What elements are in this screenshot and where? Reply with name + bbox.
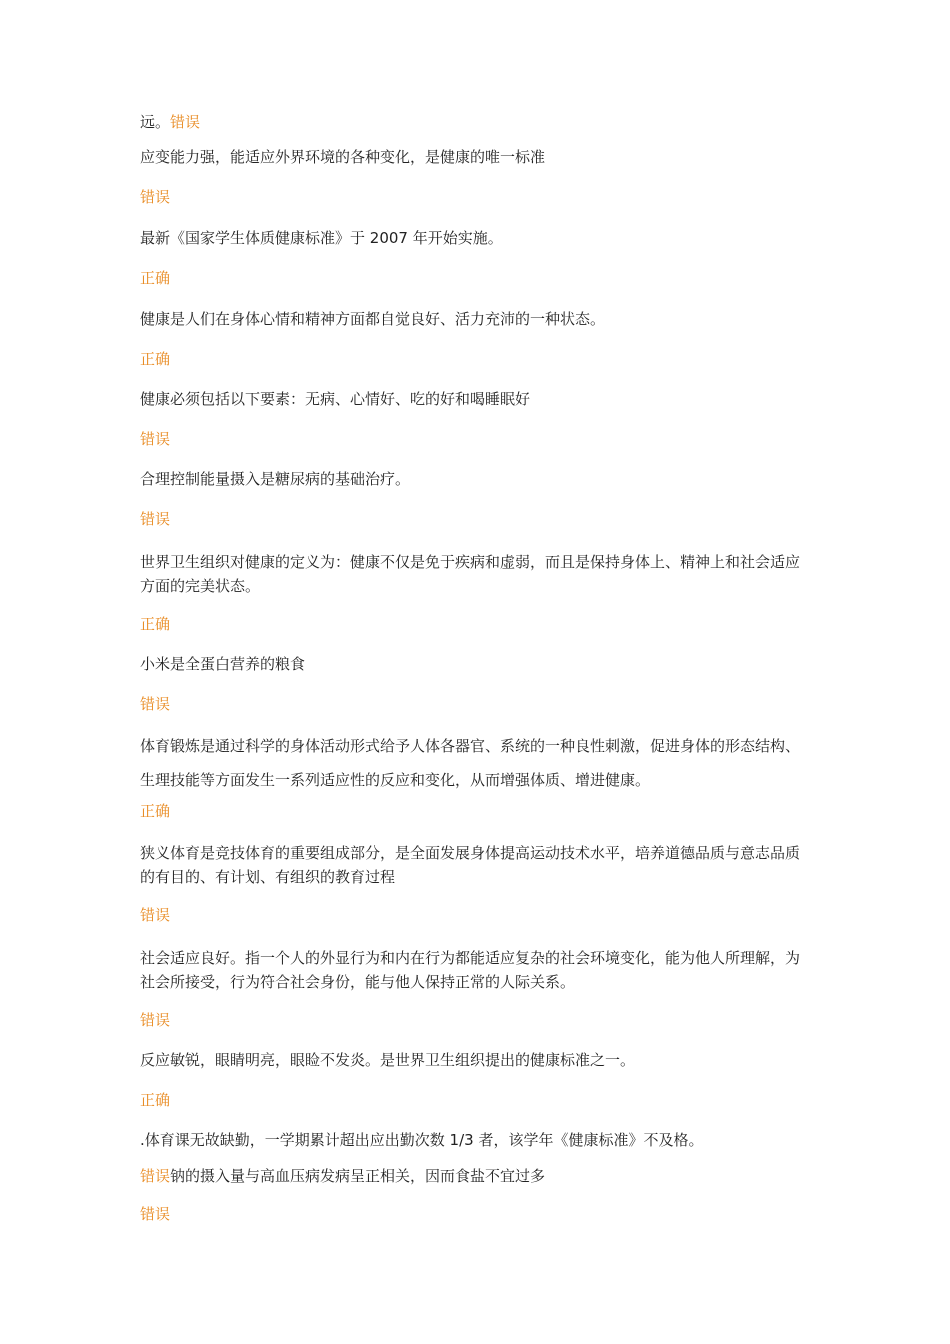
- answer-label: 正确: [140, 350, 171, 368]
- answer-label: 正确: [140, 269, 171, 287]
- answer-label: 正确: [140, 802, 171, 820]
- question-text: 最新《国家学生体质健康标准》于 2007 年开始实施。: [140, 229, 503, 247]
- question-text: 合理控制能量摄入是糖尿病的基础治疗。: [140, 470, 411, 488]
- answer-label: 错误: [140, 1011, 171, 1029]
- question-text: 小米是全蛋白营养的粮食: [140, 655, 306, 673]
- answer-label: 错误: [170, 113, 201, 131]
- answer-label: 错误: [140, 1167, 171, 1185]
- answer-label: 错误: [140, 188, 171, 206]
- answer-label: 错误: [140, 695, 171, 713]
- question-text: 体育锻炼是通过科学的身体活动形式给予人体各器官、系统的一种良性刺激，促进身体的形态结构、生理技能等方面发生一系列适应性的反应和变化，从而增强体质、增进健康。: [140, 737, 801, 789]
- text-line: [140, 1164, 810, 1189]
- text-line: [140, 110, 810, 135]
- question-text: 远。: [140, 113, 171, 131]
- answer-label: 错误: [140, 906, 171, 924]
- question-text: 健康是人们在身体心情和精神方面都自觉良好、活力充沛的一种状态。: [140, 310, 606, 328]
- question-text: 世界卫生组织对健康的定义为：健康不仅是免于疾病和虚弱，而且是保持身体上、精神上和社会适应方面的完美状态。: [140, 553, 801, 595]
- question-text: 狭义体育是竞技体育的重要组成部分，是全面发展身体提高运动技术水平，培养道德品质与意志品质的有目的、有计划、有组织的教育过程: [140, 844, 801, 886]
- answer-label: 正确: [140, 615, 171, 633]
- question-text: 反应敏锐，眼睛明亮，眼睑不发炎。是世界卫生组织提出的健康标准之一。: [140, 1051, 636, 1069]
- question-text: .体育课无故缺勤，一学期累计超出应出勤次数 1/3 者，该学年《健康标准》不及格。: [140, 1131, 704, 1149]
- answer-label: 错误: [140, 510, 171, 528]
- question-text: 应变能力强，能适应外界环境的各种变化，是健康的唯一标准: [140, 148, 546, 166]
- answer-label: 正确: [140, 1091, 171, 1109]
- answer-label: 错误: [140, 1205, 171, 1223]
- question-text: 健康必须包括以下要素：无病、心情好、吃的好和喝睡眠好: [140, 390, 531, 408]
- answer-label: 错误: [140, 430, 171, 448]
- question-text: 社会适应良好。指一个人的外显行为和内在行为都能适应复杂的社会环境变化，能为他人所理解，为社会所接受，行为符合社会身份，能与他人保持正常的人际关系。: [140, 949, 801, 991]
- question-text: 钠的摄入量与高血压病发病呈正相关，因而食盐不宜过多: [170, 1167, 546, 1185]
